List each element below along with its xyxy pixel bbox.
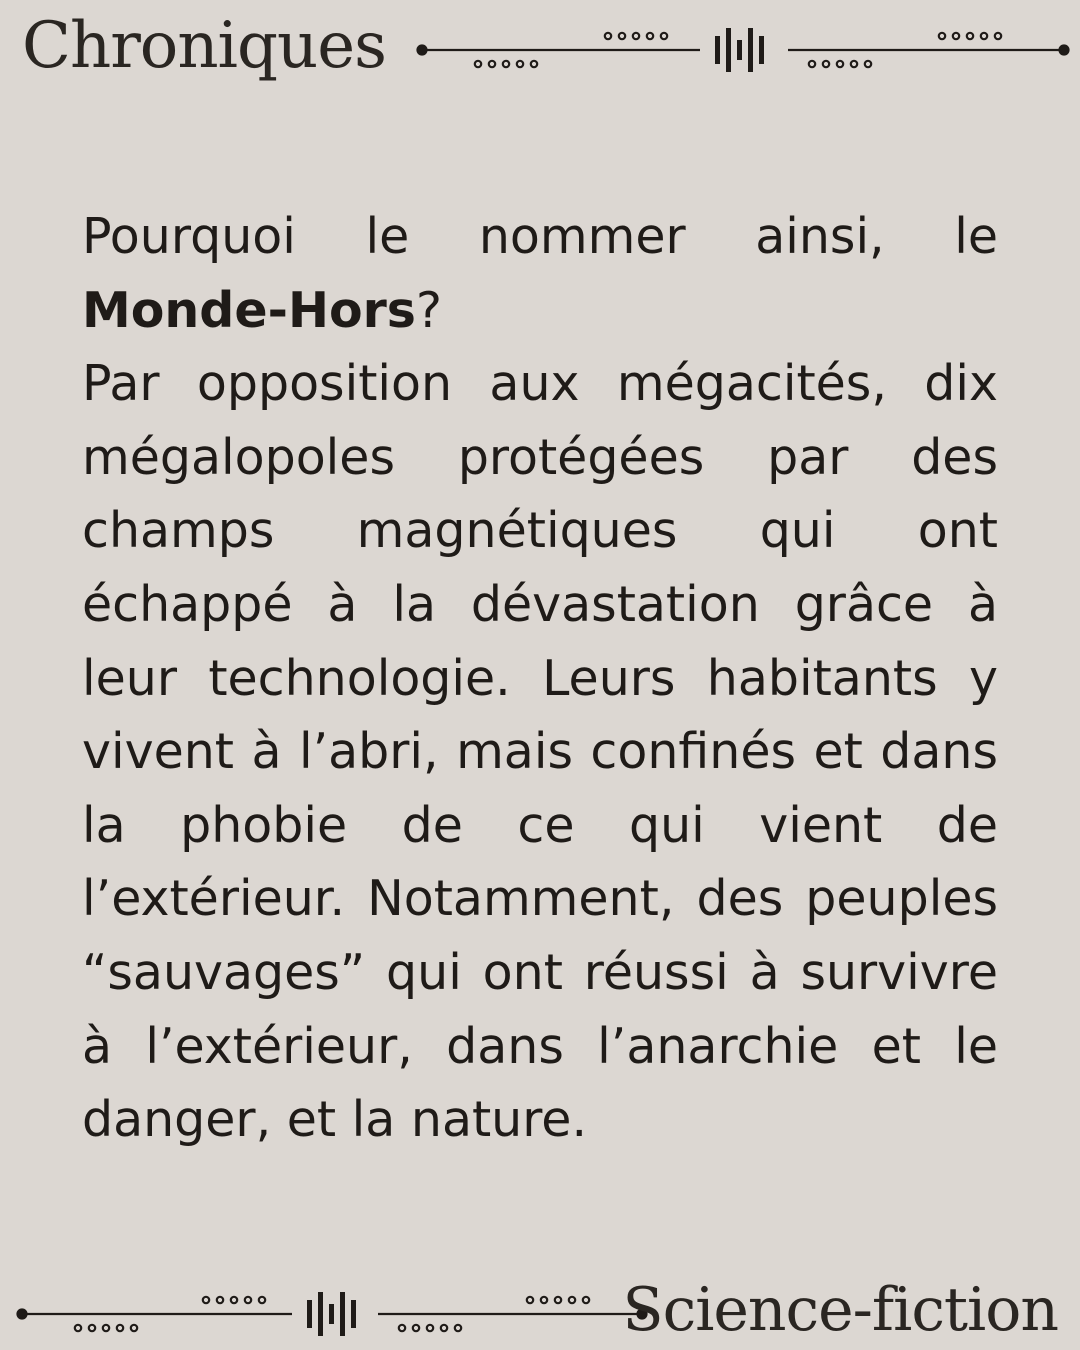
question-paragraph <box>82 200 998 347</box>
question-text: Pourquoi le nommer ainsi, le <box>82 208 998 265</box>
header-ornament-icon <box>410 20 1075 80</box>
answer-paragraph: Par opposition aux mégacités, dix mégalopoles protégées par des champs magnétiques qui ont échappé à la dévastation grâce à leur technologie. Leurs habitants y vivent à l’abri, mais confinés et dans la phobie de ce qui vient de l’extérieur. Notamment, des peuples “sauvages” qui ont réussi à survivre à l’extérieur, dans l’anarchie et le danger, et la nature. <box>82 355 998 1149</box>
main-text <box>82 200 998 1157</box>
footer-title: Science-fiction <box>622 1275 1058 1345</box>
footer-ornament-icon <box>10 1284 650 1344</box>
header-title: Chroniques <box>22 9 386 83</box>
question-mark: ? <box>415 281 442 339</box>
monde-hors-term: Monde-Hors <box>82 281 416 339</box>
